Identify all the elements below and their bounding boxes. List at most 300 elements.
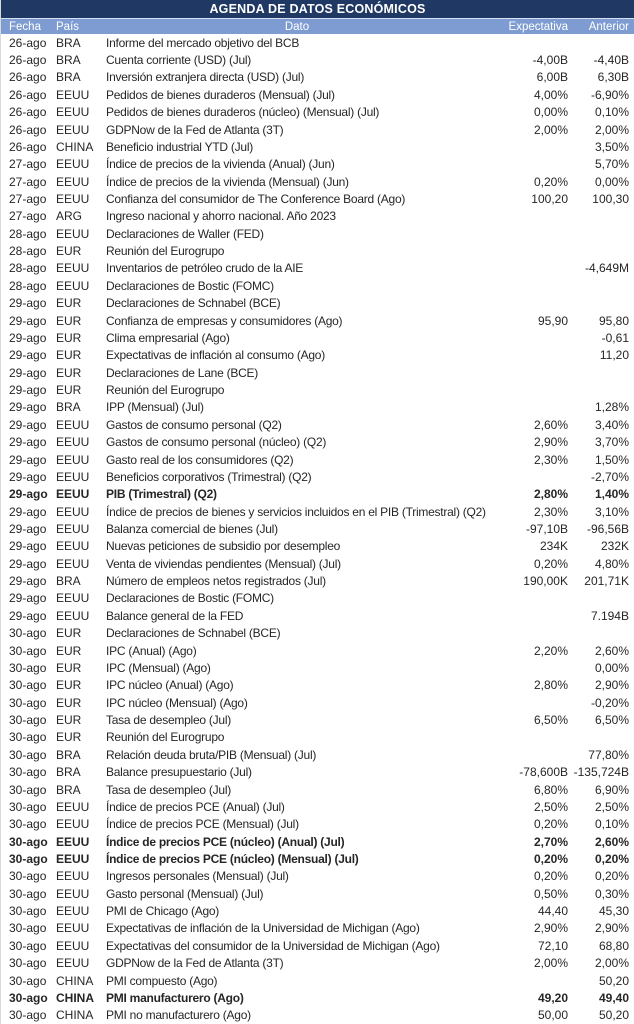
cell-fecha: 30-ago [9,973,47,988]
cell-fecha: 30-ago [9,782,47,797]
cell-expectativa: 2,30% [533,452,568,467]
cell-dato: PIB (Trimestral) (Q2) [106,487,217,502]
cell-dato: Gastos de consumo personal (núcleo) (Q2) [106,435,327,450]
cell-dato: GDPNow de la Fed de Atlanta (3T) [106,956,284,971]
cell-fecha: 30-ago [9,747,47,762]
cell-dato: Expectativas de inflación de la Universidad de Michigan (Ago) [106,921,420,936]
table-row [1,260,634,277]
cell-fecha: 30-ago [9,730,47,745]
cell-dato: Ingreso nacional y ahorro nacional. Año 2023 [106,209,336,224]
cell-pais: EEUU [56,608,90,623]
cell-fecha: 30-ago [9,799,47,814]
cell-pais: EEUU [56,417,90,432]
cell-fecha: 30-ago [9,1008,47,1023]
cell-expectativa: 2,20% [533,643,568,658]
cell-fecha: 29-ago [9,556,47,571]
table-row [1,103,634,120]
cell-fecha: 29-ago [9,608,47,623]
cell-anterior: 232K [600,539,629,554]
table-row [1,798,634,815]
table-row [1,399,634,416]
column-header-pais: País [56,20,80,33]
table-row [1,694,634,711]
cell-anterior: 4,80% [594,556,629,571]
table-row [1,225,634,242]
table-row [1,868,634,885]
cell-anterior: 0,30% [594,886,629,901]
cell-anterior: 49,40 [598,990,629,1005]
table-row [1,590,634,607]
cell-dato: Declaraciones de Waller (FED) [106,226,264,241]
cell-pais: EUR [56,695,82,710]
cell-pais: EEUU [56,122,90,137]
cell-fecha: 30-ago [9,713,47,728]
cell-anterior: 50,20 [598,1008,629,1023]
table-row [1,156,634,173]
cell-expectativa: 2,00% [533,956,568,971]
cell-fecha: 27-ago [9,191,47,206]
cell-fecha: 26-ago [9,105,47,120]
cell-dato: PMI de Chicago (Ago) [106,904,220,919]
cell-pais: EUR [56,365,82,380]
cell-expectativa: 2,80% [533,678,568,693]
cell-pais: BRA [56,782,81,797]
cell-dato: Beneficios corporativos (Trimestral) (Q2) [106,469,312,484]
cell-expectativa: 0,00% [533,105,568,120]
table-row [1,86,634,103]
cell-expectativa: 0,20% [533,174,568,189]
cell-anterior: 2,90% [594,678,629,693]
cell-dato: Índice de precios de la vivienda (Mensual) (Jun) [106,174,349,189]
cell-pais: EEUU [56,157,90,172]
cell-fecha: 27-ago [9,209,47,224]
table-row [1,486,634,503]
cell-dato: Índice de precios de bienes y servicios incluidos en el PIB (Trimestral) (Q2) [106,504,486,519]
cell-expectativa: 2,50% [533,799,568,814]
cell-fecha: 30-ago [9,921,47,936]
cell-fecha: 29-ago [9,383,47,398]
cell-dato: Balance general de la FED [106,608,244,623]
cell-pais: EUR [56,348,82,363]
cell-dato: Reunión del Eurogrupo [106,383,225,398]
table-title [1,0,634,19]
cell-fecha: 26-ago [9,87,47,102]
cell-dato: Venta de viviendas pendientes (Mensual) (Jul) [106,556,341,571]
cell-pais: EEUU [56,556,90,571]
table-row [1,51,634,68]
cell-expectativa: 2,90% [533,435,568,450]
table-row [1,902,634,919]
column-header-expectativa: Expectativa [508,20,568,33]
cell-pais: EEUU [56,191,90,206]
cell-fecha: 29-ago [9,296,47,311]
cell-expectativa: 0,20% [533,556,568,571]
cell-dato: Inversión extranjera directa (USD) (Jul) [106,70,305,85]
cell-anterior: 6,30B [597,70,629,85]
table-row [1,34,634,51]
table-row [1,625,634,642]
cell-pais: EUR [56,313,82,328]
cell-fecha: 30-ago [9,938,47,953]
cell-expectativa: 95,90 [537,313,568,328]
cell-pais: BRA [56,574,81,589]
table-row [1,347,634,364]
table-row [1,416,634,433]
cell-anterior: 3,50% [594,139,629,154]
column-header-fecha: Fecha [9,20,41,33]
cell-expectativa: 0,20% [533,851,568,866]
cell-pais: EEUU [56,469,90,484]
table-row [1,729,634,746]
cell-anterior: 3,10% [594,504,629,519]
cell-dato: Clima empresarial (Ago) [106,330,230,345]
cell-anterior: 2,90% [594,921,629,936]
table-row [1,989,634,1006]
cell-dato: Declaraciones de Bostic (FOMC) [106,278,274,293]
cell-fecha: 29-ago [9,591,47,606]
cell-fecha: 29-ago [9,452,47,467]
table-row [1,208,634,225]
cell-fecha: 29-ago [9,435,47,450]
cell-dato: Relación deuda bruta/PIB (Mensual) (Jul) [106,747,317,762]
cell-expectativa: -4,00B [532,53,568,68]
cell-dato: PMI manufacturero (Ago) [106,990,244,1005]
table-row [1,381,634,398]
cell-fecha: 28-ago [9,226,47,241]
cell-expectativa: 6,00B [536,70,568,85]
table-row [1,746,634,763]
table-row [1,677,634,694]
cell-expectativa: 2,00% [533,122,568,137]
cell-pais: EEUU [56,174,90,189]
cell-pais: EEUU [56,869,90,884]
cell-pais: CHINA [56,973,94,988]
cell-pais: EEUU [56,591,90,606]
cell-fecha: 30-ago [9,851,48,866]
cell-pais: BRA [56,747,81,762]
cell-expectativa: 190,00K [523,574,568,589]
cell-anterior: -2,70% [590,469,629,484]
column-header-dato: Dato [284,20,310,33]
cell-fecha: 30-ago [9,869,47,884]
cell-fecha: 29-ago [9,539,47,554]
cell-dato: Confianza del consumidor de The Conference Board (Ago) [106,191,406,206]
cell-pais: EEUU [56,278,90,293]
table-row [1,642,634,659]
cell-fecha: 30-ago [9,956,47,971]
cell-pais: EEUU [56,87,90,102]
cell-anterior: 201,71K [584,574,629,589]
table-row [1,572,634,589]
cell-fecha: 29-ago [9,330,47,345]
table-row [1,69,634,86]
table-row [1,920,634,937]
cell-pais: EEUU [56,521,90,536]
cell-fecha: 29-ago [9,348,47,363]
cell-dato: Índice de precios PCE (núcleo) (Mensual) (Jul) [106,851,359,866]
cell-anterior: -0,20% [590,695,629,710]
cell-pais: EEUU [56,799,90,814]
cell-pais: CHINA [56,1008,94,1023]
cell-anterior: -4,649M [584,261,629,276]
cell-expectativa: 44,40 [537,904,568,919]
cell-fecha: 29-ago [9,487,48,502]
cell-pais: EEUU [56,261,90,276]
column-header-anterior: Anterior [588,20,629,33]
cell-dato: Reunión del Eurogrupo [106,244,225,259]
cell-fecha: 30-ago [9,817,47,832]
cell-fecha: 26-ago [9,139,47,154]
cell-dato: Expectativas de inflación al consumo (Ago) [106,348,325,363]
cell-pais: CHINA [56,139,94,154]
cell-dato: Informe del mercado objetivo del BCB [106,35,300,50]
cell-anterior: 0,10% [594,105,629,120]
cell-dato: Índice de precios de la vivienda (Anual) (Jun) [106,157,335,172]
cell-pais: EEUU [56,921,90,936]
cell-pais: BRA [56,53,81,68]
cell-dato: Declaraciones de Schnabel (BCE) [106,626,281,641]
cell-fecha: 28-ago [9,244,47,259]
cell-dato: Índice de precios PCE (núcleo) (Anual) (Jul) [106,834,345,849]
cell-anterior: 45,30 [598,904,629,919]
cell-dato: Declaraciones de Lane (BCE) [106,365,258,380]
cell-fecha: 29-ago [9,400,47,415]
cell-expectativa: 0,20% [533,817,568,832]
table-row [1,242,634,259]
cell-dato: Balance presupuestario (Jul) [106,765,252,780]
cell-anterior: 11,20 [599,348,629,363]
cell-pais: BRA [56,70,81,85]
table-row [1,295,634,312]
cell-dato: Cuenta corriente (USD) (Jul) [106,53,252,68]
table-row [1,520,634,537]
table-row [1,833,634,850]
cell-pais: EEUU [56,956,90,971]
cell-dato: Declaraciones de Bostic (FOMC) [106,591,274,606]
cell-expectativa: 2,70% [533,834,568,849]
cell-fecha: 29-ago [9,521,47,536]
table-row [1,711,634,728]
cell-pais: BRA [56,35,81,50]
table-row [1,451,634,468]
cell-dato: PMI no manufacturero (Ago) [106,1008,251,1023]
cell-fecha: 26-ago [9,53,47,68]
cell-dato: Beneficio industrial YTD (Jul) [106,139,254,154]
cell-fecha: 27-ago [9,174,47,189]
cell-pais: EEUU [56,487,90,502]
cell-dato: Índice de precios PCE (Anual) (Jul) [106,799,285,814]
cell-anterior: 0,20% [594,869,629,884]
cell-dato: Pedidos de bienes duraderos (núcleo) (Mensual) (Jul) [106,105,380,120]
table-rows [1,34,634,1024]
cell-pais: EEUU [56,834,90,849]
cell-dato: Gasto real de los consumidores (Q2) [106,452,294,467]
cell-pais: EEUU [56,817,90,832]
cell-fecha: 29-ago [9,504,47,519]
cell-expectativa: 4,00% [533,87,568,102]
cell-fecha: 29-ago [9,574,47,589]
cell-anterior: -135,724B [573,765,629,780]
table-row [1,190,634,207]
cell-dato: IPC núcleo (Mensual) (Ago) [106,695,248,710]
cell-anterior: 3,40% [594,417,629,432]
cell-pais: EEUU [56,938,90,953]
cell-dato: IPC núcleo (Anual) (Ago) [106,678,234,693]
cell-expectativa: -97,10B [525,521,568,536]
cell-fecha: 29-ago [9,469,47,484]
cell-anterior: 2,60% [594,643,629,658]
cell-pais: EEUU [56,105,90,120]
table-row [1,955,634,972]
cell-pais: EUR [56,730,82,745]
table-row [1,937,634,954]
cell-anterior: 0,00% [594,660,629,675]
cell-fecha: 30-ago [9,886,47,901]
cell-dato: IPC (Anual) (Ago) [106,643,197,658]
cell-fecha: 29-ago [9,365,47,380]
cell-pais: EUR [56,678,82,693]
cell-anterior: 6,90% [594,782,629,797]
cell-fecha: 30-ago [9,626,47,641]
cell-expectativa: 0,50% [533,886,568,901]
cell-dato: Nuevas peticiones de subsidio por desempleo [106,539,341,554]
cell-expectativa: 2,90% [533,921,568,936]
table-row [1,277,634,294]
cell-anterior: 95,80 [598,313,629,328]
table-row [1,468,634,485]
cell-fecha: 29-ago [9,417,47,432]
cell-dato: Gasto personal (Mensual) (Jul) [106,886,264,901]
cell-pais: EUR [56,330,82,345]
table-row [1,781,634,798]
table-row [1,433,634,450]
cell-fecha: 30-ago [9,678,47,693]
cell-pais: EEUU [56,226,90,241]
cell-expectativa: 100,20 [531,191,568,206]
cell-dato: Número de empleos netos registrados (Jul) [106,574,326,589]
table-row [1,503,634,520]
cell-anterior: 100,30 [592,191,629,206]
cell-anterior: -4,40B [593,53,629,68]
cell-dato: IPP (Mensual) (Jul) [106,400,204,415]
cell-anterior: 77,80% [588,747,629,762]
cell-anterior: 2,00% [594,956,629,971]
cell-anterior: 0,10% [594,817,629,832]
cell-anterior: 68,80 [598,938,629,953]
table-row [1,329,634,346]
cell-pais: ARG [56,209,83,224]
table-row [1,312,634,329]
table-row [1,538,634,555]
cell-anterior: 3,70% [594,435,629,450]
cell-anterior: 0,20% [594,851,629,866]
cell-expectativa: 6,50% [533,713,568,728]
cell-dato: Tasa de desempleo (Jul) [106,782,231,797]
cell-expectativa: 2,80% [533,487,568,502]
cell-pais: EEUU [56,886,90,901]
cell-fecha: 30-ago [9,765,47,780]
cell-dato: Pedidos de bienes duraderos (Mensual) (Jul) [106,87,335,102]
cell-anterior: 1,40% [594,487,629,502]
cell-pais: EEUU [56,452,90,467]
cell-anterior: 2,60% [594,834,629,849]
cell-anterior: 6,50% [594,713,629,728]
table-row [1,138,634,155]
cell-expectativa: 2,30% [533,504,568,519]
table-row [1,816,634,833]
cell-expectativa: 234K [539,539,568,554]
cell-pais: EEUU [56,504,90,519]
table-row [1,121,634,138]
table-title-text: AGENDA DE DATOS ECONÓMICOS [209,2,426,16]
cell-pais: CHINA [56,990,94,1005]
cell-pais: EUR [56,713,82,728]
cell-anterior: 1,50% [594,452,629,467]
cell-pais: EEUU [56,539,90,554]
cell-dato: Reunión del Eurogrupo [106,730,225,745]
cell-dato: Declaraciones de Schnabel (BCE) [106,296,281,311]
cell-anterior: 50,20 [598,973,629,988]
cell-pais: EUR [56,626,82,641]
cell-pais: EUR [56,643,82,658]
cell-fecha: 26-ago [9,35,47,50]
cell-dato: Balanza comercial de bienes (Jul) [106,521,278,536]
cell-dato: Índice de precios PCE (Mensual) (Jul) [106,817,299,832]
cell-expectativa: 0,20% [533,869,568,884]
cell-dato: Tasa de desempleo (Jul) [106,713,231,728]
cell-anterior: 7.194B [590,608,629,623]
table-row [1,1007,634,1024]
cell-expectativa: 72,10 [537,938,568,953]
cell-fecha: 28-ago [9,278,47,293]
table-row [1,364,634,381]
cell-dato: Confianza de empresas y consumidores (Ago) [106,313,343,328]
cell-expectativa: -78,600B [519,765,568,780]
cell-expectativa: 50,00 [537,1008,568,1023]
cell-anterior: 1,28% [594,400,629,415]
cell-fecha: 30-ago [9,660,47,675]
table-row [1,850,634,867]
cell-anterior: 2,50% [594,799,629,814]
table-row [1,607,634,624]
cell-fecha: 30-ago [9,695,47,710]
cell-anterior: -6,90% [590,87,629,102]
table-row [1,173,634,190]
cell-fecha: 30-ago [9,990,48,1005]
cell-fecha: 28-ago [9,261,47,276]
cell-anterior: -96,56B [586,521,629,536]
cell-anterior: 2,00% [594,122,629,137]
cell-fecha: 30-ago [9,904,47,919]
cell-pais: BRA [56,400,81,415]
cell-pais: EEUU [56,851,90,866]
cell-pais: BRA [56,765,81,780]
cell-anterior: 0,00% [594,174,629,189]
table-row [1,659,634,676]
cell-fecha: 30-ago [9,643,47,658]
table-column-headers [1,19,634,34]
table-row [1,555,634,572]
cell-pais: EUR [56,383,82,398]
cell-fecha: 26-ago [9,70,47,85]
cell-dato: Gastos de consumo personal (Q2) [106,417,282,432]
cell-pais: EUR [56,660,82,675]
cell-fecha: 30-ago [9,834,48,849]
cell-dato: IPC (Mensual) (Ago) [106,660,211,675]
cell-expectativa: 2,60% [533,417,568,432]
cell-fecha: 27-ago [9,157,47,172]
cell-anterior: -0,61 [601,330,629,345]
